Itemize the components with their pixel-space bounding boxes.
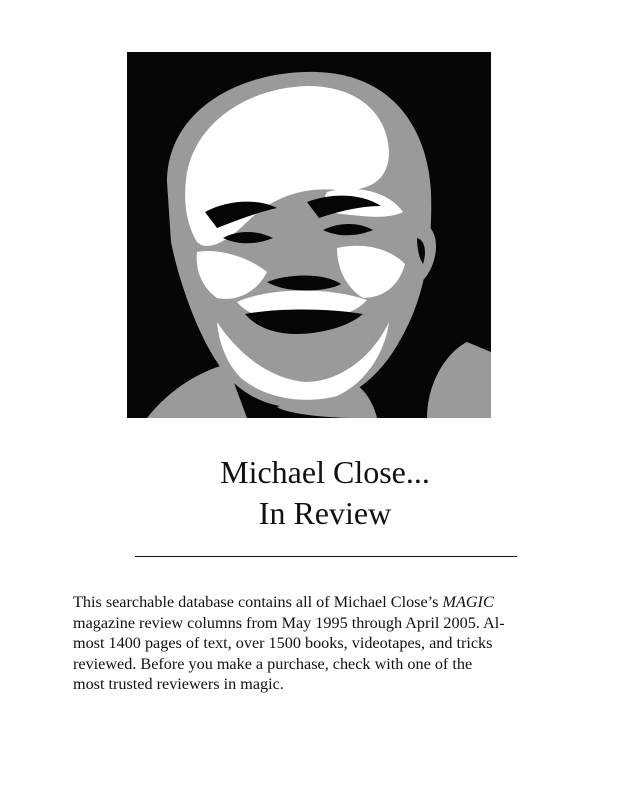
title-line-2: In Review [258,495,392,531]
title-line-1: Michael Close... [220,454,430,490]
description-paragraph [73,592,563,695]
blurb-line-1 [73,592,563,613]
portrait-image [127,52,491,418]
blurb-line-1-text: This searchable database contains all of Michael Close’s [73,593,443,611]
magazine-name: MAGIC [442,593,494,611]
title-divider [135,556,517,557]
portrait-illustration [127,52,491,418]
blurb-line-5: most trusted reviewers in magic. [73,675,284,693]
blurb-line-2: magazine review columns from May 1995 through April 2005. Al- [73,613,505,632]
blurb-line-4: reviewed. Before you make a purchase, check with one of the [73,654,473,673]
blurb-line-3: most 1400 pages of text, over 1500 books, videotapes, and tricks [73,634,493,652]
page-title [130,452,520,534]
